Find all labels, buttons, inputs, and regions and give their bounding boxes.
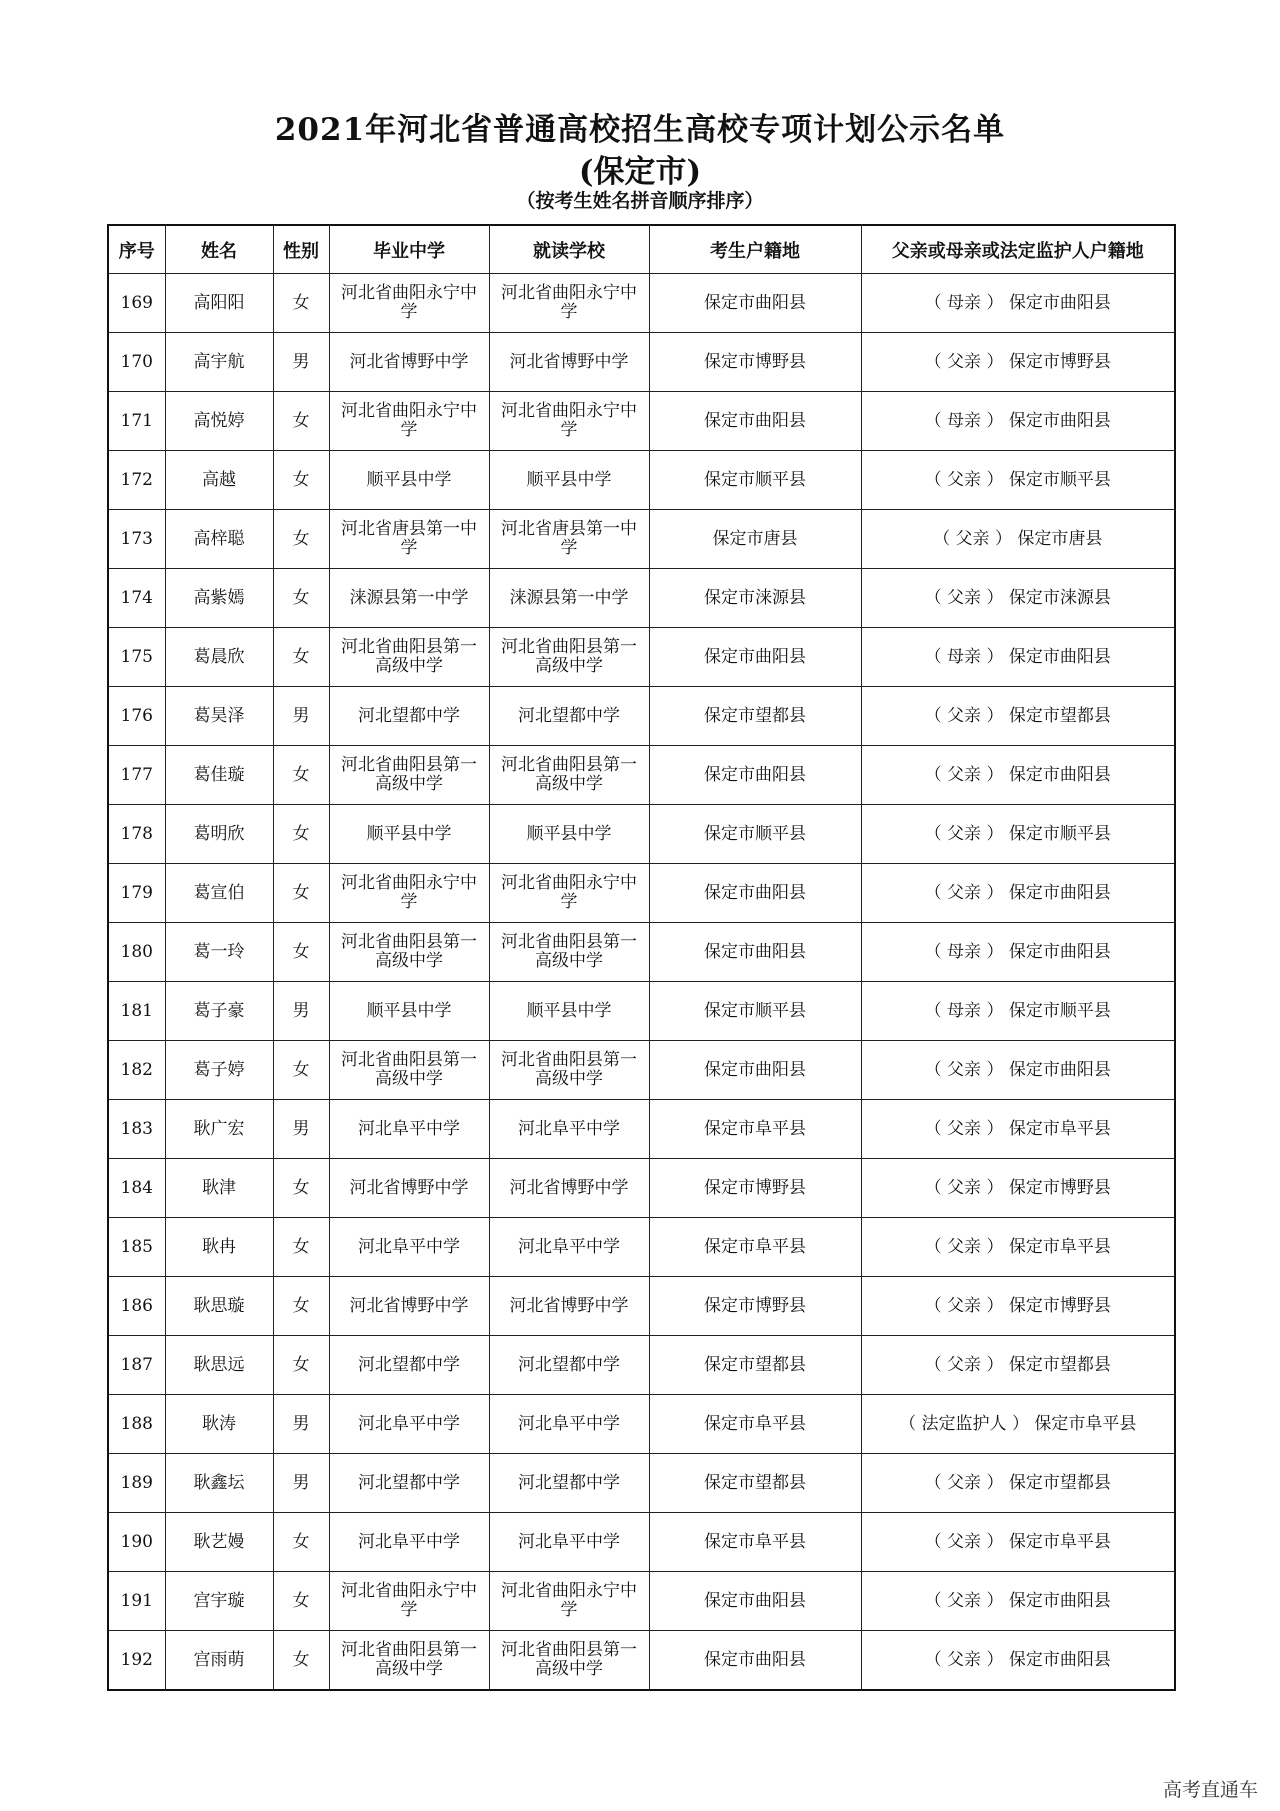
document-subtitle: (保定市) xyxy=(578,154,702,190)
table-row xyxy=(108,1159,1175,1218)
cell-guardian: （ 父亲 ） 保定市博野县 xyxy=(861,333,1175,392)
cell-current-school: 河北省曲阳县第一高级中学 xyxy=(489,923,649,982)
cell-guardian: （ 父亲 ） 保定市望都县 xyxy=(861,1454,1175,1513)
cell-grad-school: 顺平县中学 xyxy=(329,982,489,1041)
cell-current-school: 河北省曲阳永宁中学 xyxy=(489,1572,649,1631)
cell-no: 171 xyxy=(108,392,165,451)
cell-no: 191 xyxy=(108,1572,165,1631)
cell-grad-school: 河北省曲阳县第一高级中学 xyxy=(329,923,489,982)
table-row xyxy=(108,1277,1175,1336)
cell-name: 耿津 xyxy=(165,1159,273,1218)
cell-no: 178 xyxy=(108,805,165,864)
cell-residence: 保定市望都县 xyxy=(649,1454,861,1513)
cell-guardian: （ 母亲 ） 保定市曲阳县 xyxy=(861,628,1175,687)
cell-current-school: 河北阜平中学 xyxy=(489,1513,649,1572)
cell-grad-school: 河北省曲阳县第一高级中学 xyxy=(329,746,489,805)
table-row xyxy=(108,1572,1175,1631)
cell-current-school: 顺平县中学 xyxy=(489,982,649,1041)
cell-grad-school: 河北望都中学 xyxy=(329,1336,489,1395)
cell-gender: 女 xyxy=(273,923,329,982)
cell-residence: 保定市曲阳县 xyxy=(649,864,861,923)
cell-no: 174 xyxy=(108,569,165,628)
cell-grad-school: 河北省博野中学 xyxy=(329,333,489,392)
watermark-text: 高考直通车 xyxy=(1162,1779,1258,1801)
cell-current-school: 河北望都中学 xyxy=(489,687,649,746)
cell-residence: 保定市曲阳县 xyxy=(649,1631,861,1691)
cell-current-school: 顺平县中学 xyxy=(489,805,649,864)
cell-current-school: 涞源县第一中学 xyxy=(489,569,649,628)
cell-grad-school: 河北省曲阳永宁中学 xyxy=(329,864,489,923)
cell-guardian: （ 父亲 ） 保定市曲阳县 xyxy=(861,1041,1175,1100)
cell-guardian: （ 法定监护人 ） 保定市阜平县 xyxy=(861,1395,1175,1454)
cell-grad-school: 河北阜平中学 xyxy=(329,1218,489,1277)
cell-current-school: 河北省曲阳县第一高级中学 xyxy=(489,628,649,687)
cell-name: 耿冉 xyxy=(165,1218,273,1277)
cell-residence: 保定市望都县 xyxy=(649,1336,861,1395)
cell-no: 188 xyxy=(108,1395,165,1454)
cell-name: 葛昊泽 xyxy=(165,687,273,746)
table-row xyxy=(108,746,1175,805)
cell-gender: 男 xyxy=(273,1454,329,1513)
cell-name: 高宇航 xyxy=(165,333,273,392)
cell-gender: 女 xyxy=(273,392,329,451)
cell-gender: 女 xyxy=(273,274,329,333)
cell-no: 177 xyxy=(108,746,165,805)
cell-residence: 保定市阜平县 xyxy=(649,1513,861,1572)
table-row xyxy=(108,451,1175,510)
header-current-school: 就读学校 xyxy=(489,225,649,274)
cell-grad-school: 河北省唐县第一中学 xyxy=(329,510,489,569)
cell-current-school: 河北望都中学 xyxy=(489,1454,649,1513)
cell-residence: 保定市唐县 xyxy=(649,510,861,569)
cell-grad-school: 河北省曲阳永宁中学 xyxy=(329,274,489,333)
cell-name: 葛宣伯 xyxy=(165,864,273,923)
cell-name: 葛子豪 xyxy=(165,982,273,1041)
cell-gender: 女 xyxy=(273,1218,329,1277)
cell-gender: 女 xyxy=(273,1277,329,1336)
cell-residence: 保定市望都县 xyxy=(649,687,861,746)
cell-no: 176 xyxy=(108,687,165,746)
cell-residence: 保定市博野县 xyxy=(649,1159,861,1218)
cell-guardian: （ 父亲 ） 保定市顺平县 xyxy=(861,451,1175,510)
cell-gender: 女 xyxy=(273,1513,329,1572)
cell-grad-school: 河北省曲阳县第一高级中学 xyxy=(329,628,489,687)
cell-residence: 保定市曲阳县 xyxy=(649,392,861,451)
cell-gender: 男 xyxy=(273,1100,329,1159)
cell-guardian: （ 父亲 ） 保定市博野县 xyxy=(861,1277,1175,1336)
cell-gender: 女 xyxy=(273,510,329,569)
table-row xyxy=(108,923,1175,982)
cell-gender: 女 xyxy=(273,805,329,864)
cell-current-school: 河北省曲阳县第一高级中学 xyxy=(489,1631,649,1691)
table-row xyxy=(108,1041,1175,1100)
cell-current-school: 河北省曲阳永宁中学 xyxy=(489,392,649,451)
cell-grad-school: 河北望都中学 xyxy=(329,687,489,746)
cell-gender: 男 xyxy=(273,687,329,746)
cell-guardian: （ 父亲 ） 保定市阜平县 xyxy=(861,1513,1175,1572)
cell-no: 182 xyxy=(108,1041,165,1100)
cell-grad-school: 河北省曲阳永宁中学 xyxy=(329,1572,489,1631)
cell-name: 葛晨欣 xyxy=(165,628,273,687)
cell-name: 耿广宏 xyxy=(165,1100,273,1159)
cell-grad-school: 河北阜平中学 xyxy=(329,1513,489,1572)
table-row xyxy=(108,1395,1175,1454)
cell-no: 185 xyxy=(108,1218,165,1277)
cell-gender: 女 xyxy=(273,451,329,510)
table-row xyxy=(108,1100,1175,1159)
cell-guardian: （ 父亲 ） 保定市博野县 xyxy=(861,1159,1175,1218)
cell-name: 高悦婷 xyxy=(165,392,273,451)
cell-name: 葛子婷 xyxy=(165,1041,273,1100)
cell-gender: 女 xyxy=(273,864,329,923)
header-residence: 考生户籍地 xyxy=(649,225,861,274)
cell-guardian: （ 父亲 ） 保定市曲阳县 xyxy=(861,746,1175,805)
cell-grad-school: 河北阜平中学 xyxy=(329,1100,489,1159)
header-guardian-residence: 父亲或母亲或法定监护人户籍地 xyxy=(861,225,1175,274)
cell-current-school: 顺平县中学 xyxy=(489,451,649,510)
table-row xyxy=(108,628,1175,687)
sort-note: （按考生姓名拼音顺序排序） xyxy=(516,190,764,212)
cell-name: 葛一玲 xyxy=(165,923,273,982)
cell-no: 187 xyxy=(108,1336,165,1395)
cell-gender: 男 xyxy=(273,982,329,1041)
cell-name: 高梓聪 xyxy=(165,510,273,569)
cell-no: 175 xyxy=(108,628,165,687)
cell-name: 耿艺嫚 xyxy=(165,1513,273,1572)
cell-current-school: 河北省唐县第一中学 xyxy=(489,510,649,569)
cell-residence: 保定市曲阳县 xyxy=(649,1572,861,1631)
cell-residence: 保定市曲阳县 xyxy=(649,274,861,333)
cell-gender: 女 xyxy=(273,569,329,628)
cell-gender: 女 xyxy=(273,746,329,805)
document-title: 2021年河北省普通高校招生高校专项计划公示名单 xyxy=(274,112,1006,148)
roster-table xyxy=(107,224,1176,1691)
cell-no: 186 xyxy=(108,1277,165,1336)
cell-no: 173 xyxy=(108,510,165,569)
cell-current-school: 河北望都中学 xyxy=(489,1336,649,1395)
table-row xyxy=(108,569,1175,628)
cell-residence: 保定市顺平县 xyxy=(649,805,861,864)
cell-residence: 保定市阜平县 xyxy=(649,1395,861,1454)
cell-gender: 男 xyxy=(273,333,329,392)
cell-current-school: 河北省曲阳县第一高级中学 xyxy=(489,746,649,805)
cell-grad-school: 河北省曲阳县第一高级中学 xyxy=(329,1631,489,1691)
cell-gender: 女 xyxy=(273,1631,329,1691)
cell-current-school: 河北省博野中学 xyxy=(489,333,649,392)
table-row xyxy=(108,274,1175,333)
cell-grad-school: 河北望都中学 xyxy=(329,1454,489,1513)
cell-no: 179 xyxy=(108,864,165,923)
cell-no: 180 xyxy=(108,923,165,982)
cell-guardian: （ 父亲 ） 保定市阜平县 xyxy=(861,1100,1175,1159)
header-no: 序号 xyxy=(108,225,165,274)
cell-grad-school: 顺平县中学 xyxy=(329,805,489,864)
cell-current-school: 河北省曲阳永宁中学 xyxy=(489,274,649,333)
cell-residence: 保定市曲阳县 xyxy=(649,746,861,805)
table-row xyxy=(108,1218,1175,1277)
cell-guardian: （ 父亲 ） 保定市唐县 xyxy=(861,510,1175,569)
cell-residence: 保定市博野县 xyxy=(649,1277,861,1336)
cell-guardian: （ 母亲 ） 保定市顺平县 xyxy=(861,982,1175,1041)
cell-name: 葛佳璇 xyxy=(165,746,273,805)
cell-name: 耿鑫坛 xyxy=(165,1454,273,1513)
table-row xyxy=(108,805,1175,864)
cell-name: 耿涛 xyxy=(165,1395,273,1454)
cell-current-school: 河北省博野中学 xyxy=(489,1159,649,1218)
cell-no: 192 xyxy=(108,1631,165,1691)
cell-residence: 保定市阜平县 xyxy=(649,1100,861,1159)
cell-no: 170 xyxy=(108,333,165,392)
cell-name: 高越 xyxy=(165,451,273,510)
cell-guardian: （ 母亲 ） 保定市曲阳县 xyxy=(861,392,1175,451)
cell-residence: 保定市顺平县 xyxy=(649,982,861,1041)
cell-gender: 女 xyxy=(273,1041,329,1100)
cell-residence: 保定市涞源县 xyxy=(649,569,861,628)
cell-grad-school: 河北省博野中学 xyxy=(329,1159,489,1218)
cell-guardian: （ 父亲 ） 保定市涞源县 xyxy=(861,569,1175,628)
cell-current-school: 河北阜平中学 xyxy=(489,1395,649,1454)
cell-grad-school: 涞源县第一中学 xyxy=(329,569,489,628)
cell-name: 耿思远 xyxy=(165,1336,273,1395)
cell-gender: 男 xyxy=(273,1395,329,1454)
cell-guardian: （ 父亲 ） 保定市曲阳县 xyxy=(861,864,1175,923)
table-row xyxy=(108,333,1175,392)
cell-current-school: 河北省曲阳县第一高级中学 xyxy=(489,1041,649,1100)
cell-no: 183 xyxy=(108,1100,165,1159)
cell-no: 184 xyxy=(108,1159,165,1218)
cell-residence: 保定市曲阳县 xyxy=(649,923,861,982)
cell-gender: 女 xyxy=(273,1336,329,1395)
cell-no: 189 xyxy=(108,1454,165,1513)
cell-name: 宫雨萌 xyxy=(165,1631,273,1691)
cell-residence: 保定市阜平县 xyxy=(649,1218,861,1277)
cell-current-school: 河北省博野中学 xyxy=(489,1277,649,1336)
table-row xyxy=(108,1336,1175,1395)
cell-name: 耿思璇 xyxy=(165,1277,273,1336)
cell-residence: 保定市曲阳县 xyxy=(649,1041,861,1100)
cell-guardian: （ 父亲 ） 保定市曲阳县 xyxy=(861,1572,1175,1631)
cell-grad-school: 河北省博野中学 xyxy=(329,1277,489,1336)
table-row xyxy=(108,392,1175,451)
table-row xyxy=(108,1513,1175,1572)
table-row xyxy=(108,1631,1175,1691)
cell-residence: 保定市博野县 xyxy=(649,333,861,392)
cell-name: 葛明欣 xyxy=(165,805,273,864)
cell-no: 181 xyxy=(108,982,165,1041)
cell-grad-school: 顺平县中学 xyxy=(329,451,489,510)
cell-guardian: （ 父亲 ） 保定市阜平县 xyxy=(861,1218,1175,1277)
table-row xyxy=(108,510,1175,569)
table-row xyxy=(108,864,1175,923)
cell-guardian: （ 父亲 ） 保定市顺平县 xyxy=(861,805,1175,864)
header-name: 姓名 xyxy=(165,225,273,274)
table-row xyxy=(108,982,1175,1041)
header-gender: 性别 xyxy=(273,225,329,274)
cell-grad-school: 河北省曲阳县第一高级中学 xyxy=(329,1041,489,1100)
cell-gender: 女 xyxy=(273,1572,329,1631)
cell-grad-school: 河北省曲阳永宁中学 xyxy=(329,392,489,451)
cell-current-school: 河北阜平中学 xyxy=(489,1100,649,1159)
table-header-row xyxy=(108,225,1175,274)
cell-current-school: 河北省曲阳永宁中学 xyxy=(489,864,649,923)
cell-current-school: 河北阜平中学 xyxy=(489,1218,649,1277)
cell-guardian: （ 母亲 ） 保定市曲阳县 xyxy=(861,923,1175,982)
cell-guardian: （ 父亲 ） 保定市望都县 xyxy=(861,687,1175,746)
cell-guardian: （ 母亲 ） 保定市曲阳县 xyxy=(861,274,1175,333)
header-grad-school: 毕业中学 xyxy=(329,225,489,274)
cell-residence: 保定市顺平县 xyxy=(649,451,861,510)
cell-gender: 女 xyxy=(273,1159,329,1218)
cell-no: 172 xyxy=(108,451,165,510)
cell-residence: 保定市曲阳县 xyxy=(649,628,861,687)
cell-no: 169 xyxy=(108,274,165,333)
cell-name: 高紫嫣 xyxy=(165,569,273,628)
table-row xyxy=(108,687,1175,746)
cell-guardian: （ 父亲 ） 保定市曲阳县 xyxy=(861,1631,1175,1691)
table-row xyxy=(108,1454,1175,1513)
cell-no: 190 xyxy=(108,1513,165,1572)
cell-name: 高阳阳 xyxy=(165,274,273,333)
cell-name: 宫宇璇 xyxy=(165,1572,273,1631)
cell-gender: 女 xyxy=(273,628,329,687)
cell-guardian: （ 父亲 ） 保定市望都县 xyxy=(861,1336,1175,1395)
cell-grad-school: 河北阜平中学 xyxy=(329,1395,489,1454)
